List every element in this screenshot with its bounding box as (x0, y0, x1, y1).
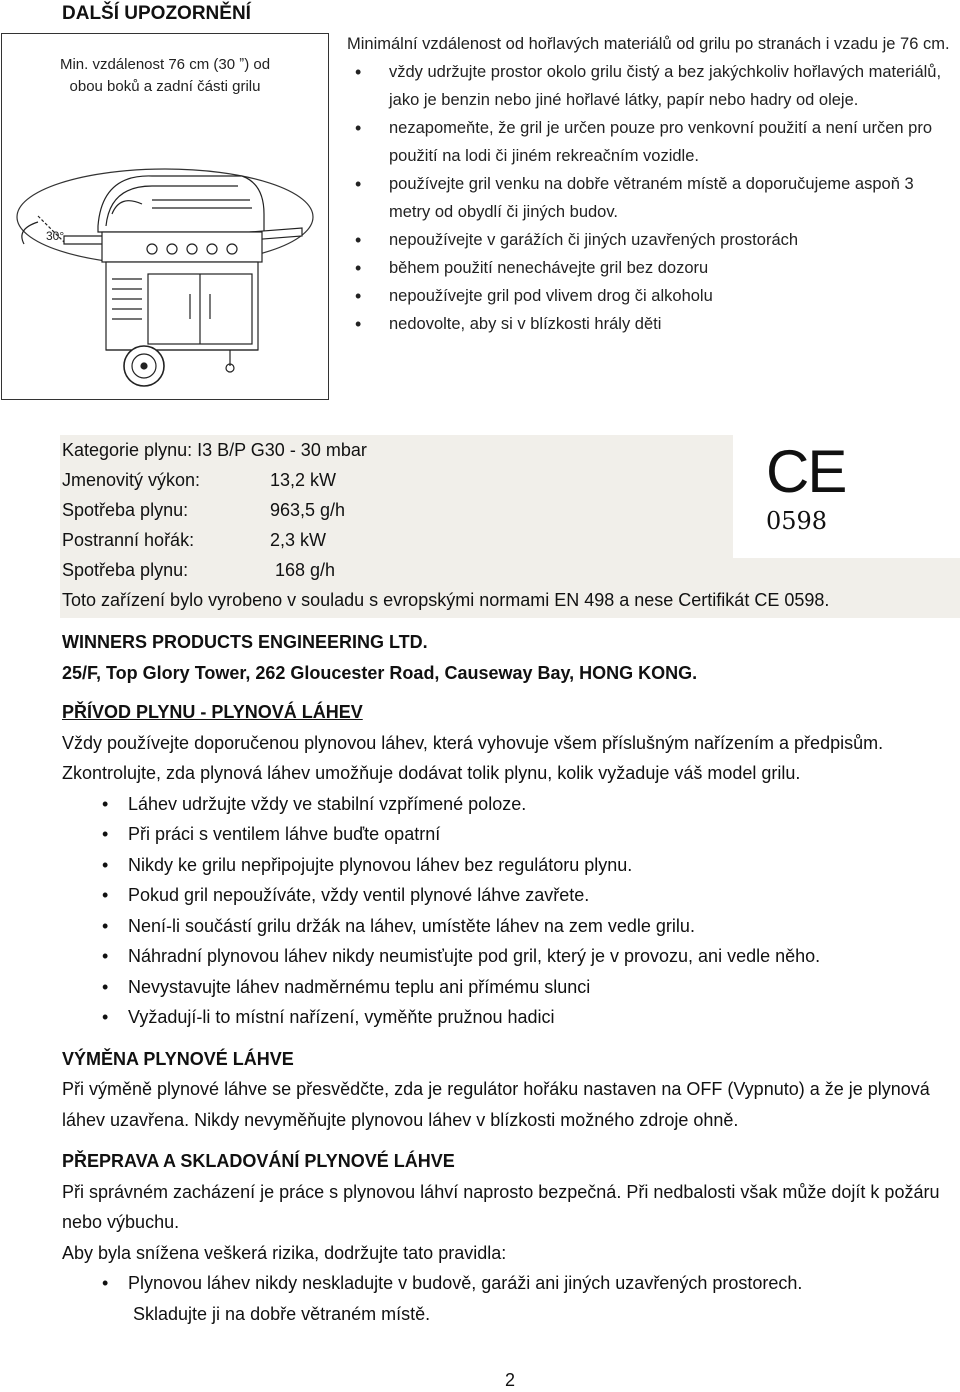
ce-number: 0598 (766, 507, 828, 535)
gas-supply-text: Vždy používejte doporučenou plynovou láhev, která vyhovuje všem příslušným nařízením a předpisům. Zkontrolujte, zda plynová láhev umožňuje dodávat tolik plynu, kolik vyžaduje váš model grilu. (62, 732, 884, 783)
warning-item: • během použití nenechávejte gril bez dozoru (347, 254, 952, 282)
gas-supply-item: • Nevystavujte láhev nadměrnému teplu ani přímému slunci (62, 972, 952, 1003)
angle-label: 30° (46, 229, 65, 243)
ce-mark: CE (766, 438, 846, 505)
warnings-intro: Minimální vzdálenost od hořlavých materiálů od grilu po stranách i vzadu je 76 cm. (347, 35, 950, 53)
warning-item: • vždy udržujte prostor okolo grilu čistý a bez jakýchkoliv hořlavých materiálů, jako je benzin nebo jiné hořlavé látky, papír nebo hadry od oleje. (347, 58, 952, 114)
spec-note: Toto zařízení bylo vyrobeno v souladu s evropskými normami EN 498 a nese Certifikát CE 0598. (62, 590, 830, 610)
warning-item: • nezapomeňte, že gril je určen pouze pro venkovní použití a není určen pro použití na lodi či jiném rekreačním vozidle. (347, 114, 952, 170)
spec-row (62, 495, 829, 525)
spec-label: Postranní hořák: (62, 530, 195, 550)
spec-category: Kategorie plynu: I3 B/P G30 - 30 mbar (62, 440, 367, 460)
replacement-text: Při výměně plynové láhve se přesvědčte, zda je regulátor hořáku nastaven na OFF (Vypnuto) a že je plynová láhev uzavřena. Nikdy nevyměňujte plynovou láhev v blízkosti možného zdroje ohně. (62, 1079, 930, 1130)
spec-value: 2,3 kW (270, 530, 327, 550)
spec-row (62, 465, 829, 495)
gas-supply-item: • Při práci s ventilem láhve buďte opatrní (62, 819, 952, 850)
spec-value: 963,5 g/h (270, 500, 346, 520)
spec-label: Spotřeba plynu: (62, 500, 189, 520)
spec-value: 168 g/h (270, 560, 336, 580)
grill-clearance-figure (1, 33, 329, 400)
section-heading-gas-supply: PŘÍVOD PLYNU - PLYNOVÁ LÁHEV (62, 702, 363, 722)
figure-caption-line: obou boků a zadní části grilu (69, 78, 261, 95)
spec-row (62, 555, 829, 585)
main-content (62, 627, 952, 1329)
warning-item: • nepoužívejte v garážích či jiných uzavřených prostorách (347, 226, 952, 254)
section-heading-transport: PŘEPRAVA A SKLADOVÁNÍ PLYNOVÉ LÁHVE (62, 1151, 455, 1171)
company-address: 25/F, Top Glory Tower, 262 Gloucester Road, Causeway Bay, HONG KONG. (62, 662, 698, 683)
gas-supply-item: • Náhradní plynovou láhev nikdy neumisťujte pod gril, který je v provozu, ani vedle něho. (62, 941, 952, 972)
transport-list (62, 1268, 952, 1329)
page-number: 2 (504, 1370, 515, 1390)
grill-illustration (2, 104, 328, 394)
gas-supply-item: • Láhev udržujte vždy ve stabilní vzpřímené poloze. (62, 789, 952, 820)
gas-specs (62, 435, 829, 615)
gas-supply-item: • Pokud gril nepoužíváte, vždy ventil plynové láhve zavřete. (62, 880, 952, 911)
warning-item: • nedovolte, aby si v blízkosti hrály děti (347, 310, 952, 338)
transport-item (62, 1268, 952, 1329)
ce-mark-logo (758, 437, 878, 547)
transport-text: Při správném zacházení je práce s plynovou láhví naprosto bezpečná. Při nedbalosti však může dojít k požáru nebo výbuchu. (62, 1181, 940, 1232)
gas-supply-item: • Nikdy ke grilu nepřipojujte plynovou láhev bez regulátoru plynu. (62, 850, 952, 881)
gas-supply-item: • Vyžadují-li to místní nařízení, vyměňte pružnou hadici (62, 1002, 952, 1033)
gas-supply-list (62, 789, 952, 1033)
warning-item: • nepoužívejte gril pod vlivem drog či alkoholu (347, 282, 952, 310)
figure-caption (2, 54, 328, 98)
spec-label: Spotřeba plynu: (62, 560, 189, 580)
warnings-block (347, 30, 952, 338)
warnings-list (347, 58, 952, 338)
transport-rules-intro: Aby byla snížena veškerá rizika, dodržujte tato pravidla: (62, 1242, 507, 1263)
spec-label: Jmenovitý výkon: (62, 470, 201, 490)
figure-caption-line: Min. vzdálenost 76 cm (30 ˮ) od (59, 56, 271, 73)
page-title: DALŠÍ UPOZORNĚNÍ (62, 3, 251, 24)
transport-item-line: Plynovou láhev nikdy neskladujte v budově, garáži ani jiných uzavřených prostorech. (128, 1273, 803, 1293)
company-name: WINNERS PRODUCTS ENGINEERING LTD. (62, 632, 428, 652)
spec-row (62, 525, 829, 555)
spec-value: 13,2 kW (270, 470, 337, 490)
section-heading-replacement: VÝMĚNA PLYNOVÉ LÁHVE (62, 1048, 294, 1069)
transport-item-line: Skladujte ji na dobře větraném místě. (128, 1303, 431, 1324)
gas-supply-item: • Není-li součástí grilu držák na láhev, umístěte láhev na zem vedle grilu. (62, 911, 952, 942)
warning-item: • používejte gril venku na dobře větraném místě a doporučujeme aspoň 3 metry od obydlí či jiných budov. (347, 170, 952, 226)
